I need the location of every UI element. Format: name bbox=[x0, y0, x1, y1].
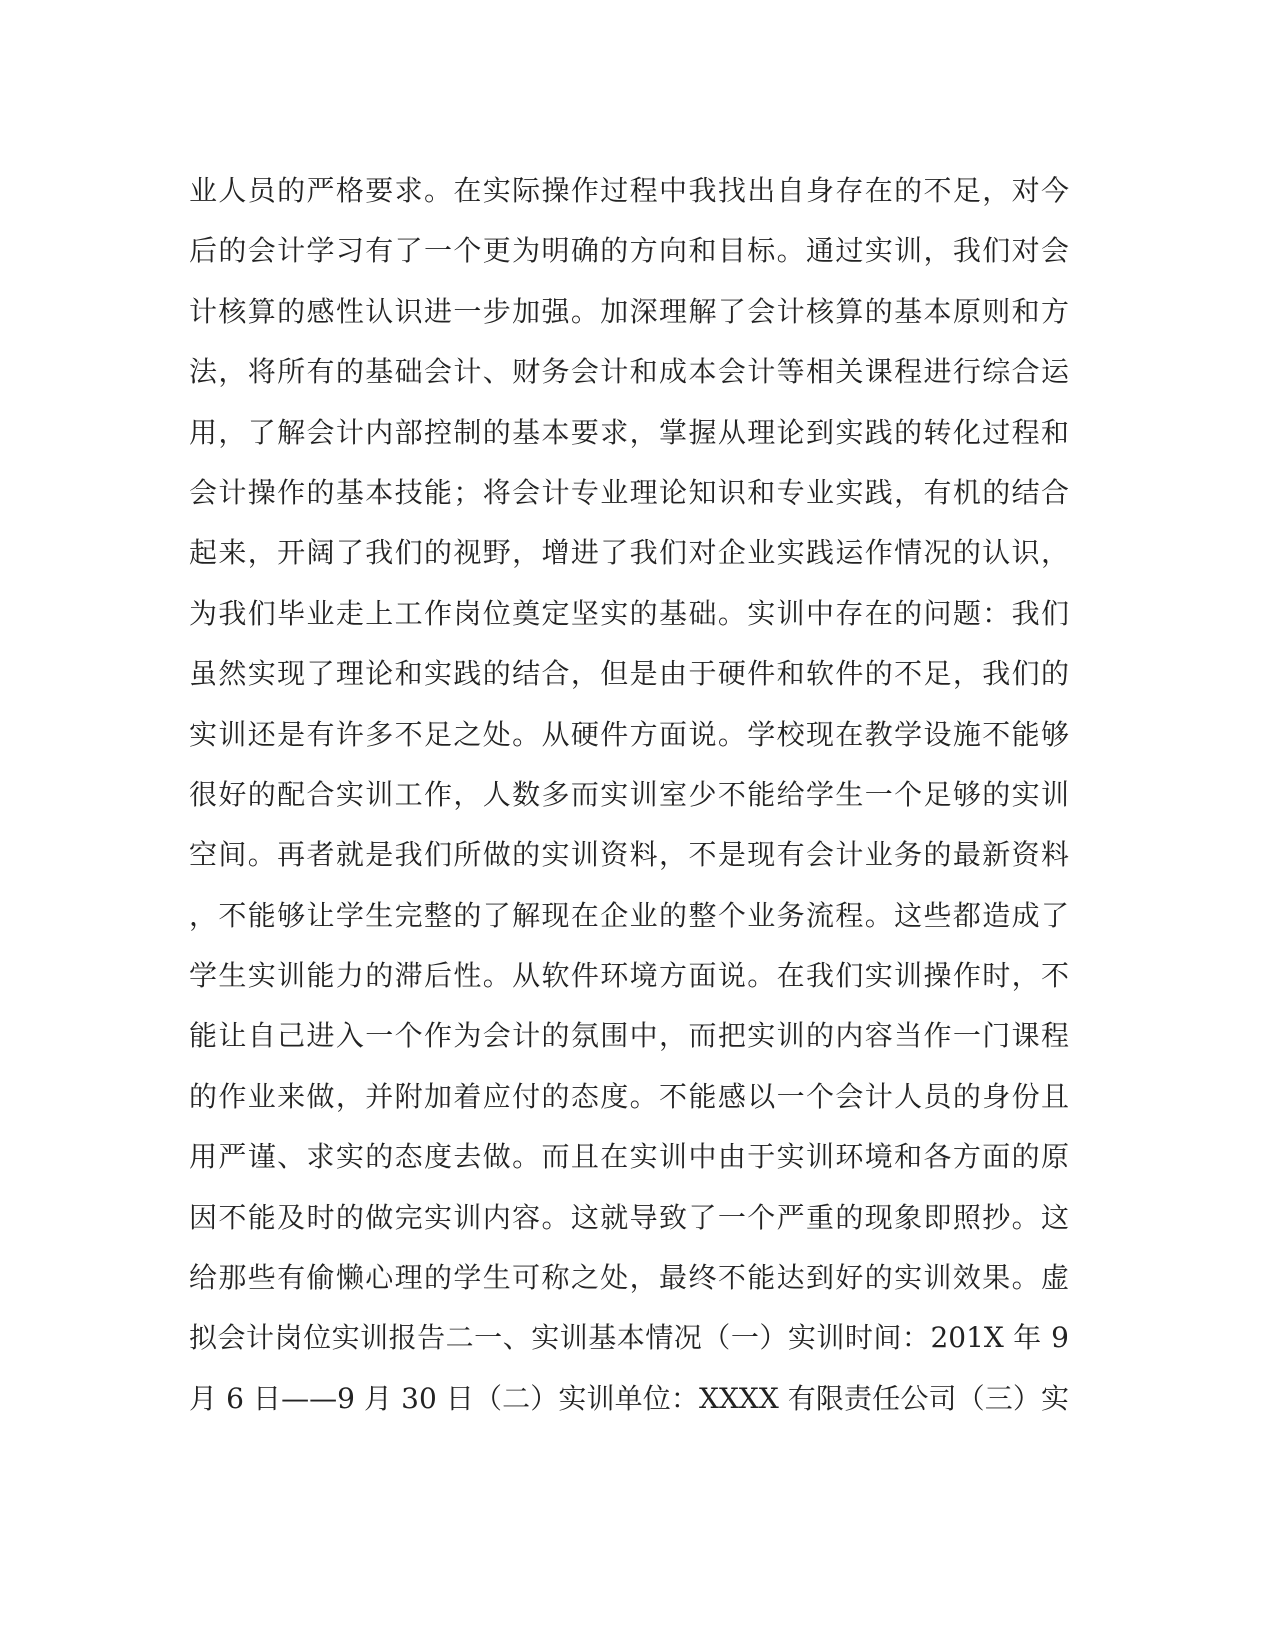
text-line: 能让自己进入一个作为会计的氛围中，而把实训的内容当作一门课程 bbox=[189, 1019, 1069, 1053]
text-line: 后的会计学习有了一个更为明确的方向和目标。通过实训，我们对会 bbox=[189, 234, 1069, 268]
text-line: 用严谨、求实的态度去做。而且在实训中由于实训环境和各方面的原 bbox=[189, 1140, 1069, 1174]
text-line: 空间。再者就是我们所做的实训资料，不是现有会计业务的最新资料 bbox=[189, 838, 1069, 872]
text-line: 实训还是有许多不足之处。从硬件方面说。学校现在教学设施不能够 bbox=[189, 717, 1069, 751]
text-line: 用，了解会计内部控制的基本要求，掌握从理论到实践的转化过程和 bbox=[189, 415, 1069, 449]
text-line: 会计操作的基本技能；将会计专业理论知识和专业实践，有机的结合 bbox=[189, 475, 1069, 509]
text-line: 学生实训能力的滞后性。从软件环境方面说。在我们实训操作时，不 bbox=[189, 959, 1069, 993]
text-line: 为我们毕业走上工作岗位奠定坚实的基础。实训中存在的问题：我们 bbox=[189, 596, 1069, 630]
text-line: 业人员的严格要求。在实际操作过程中我找出自身存在的不足，对今 bbox=[189, 174, 1069, 207]
text-line: ，不能够让学生完整的了解现在企业的整个业务流程。这些都造成了 bbox=[189, 898, 1069, 932]
text-line: 法，将所有的基础会计、财务会计和成本会计等相关课程进行综合运 bbox=[189, 355, 1069, 389]
text-line: 虽然实现了理论和实践的结合，但是由于硬件和软件的不足，我们的 bbox=[189, 657, 1069, 691]
text-line: 因不能及时的做完实训内容。这就导致了一个严重的现象即照抄。这 bbox=[189, 1200, 1069, 1234]
text-line: 很好的配合实训工作，人数多而实训室少不能给学生一个足够的实训 bbox=[189, 777, 1069, 811]
body-text bbox=[189, 161, 1069, 1429]
text-line: 拟会计岗位实训报告二一、实训基本情况（一）实训时间：201X 年 9 bbox=[189, 1321, 1069, 1355]
text-line: 起来，开阔了我们的视野，增进了我们对企业实践运作情况的认识， bbox=[189, 536, 1069, 570]
text-line: 计核算的感性认识进一步加强。加深理解了会计核算的基本原则和方 bbox=[189, 294, 1069, 328]
text-line: 月 6 日——9 月 30 日（二）实训单位：XXXX 有限责任公司（三）实 bbox=[189, 1381, 1069, 1415]
text-line: 给那些有偷懒心理的学生可称之处，最终不能达到好的实训效果。虚 bbox=[189, 1261, 1069, 1295]
text-line: 的作业来做，并附加着应付的态度。不能感以一个会计人员的身份且 bbox=[189, 1079, 1069, 1113]
